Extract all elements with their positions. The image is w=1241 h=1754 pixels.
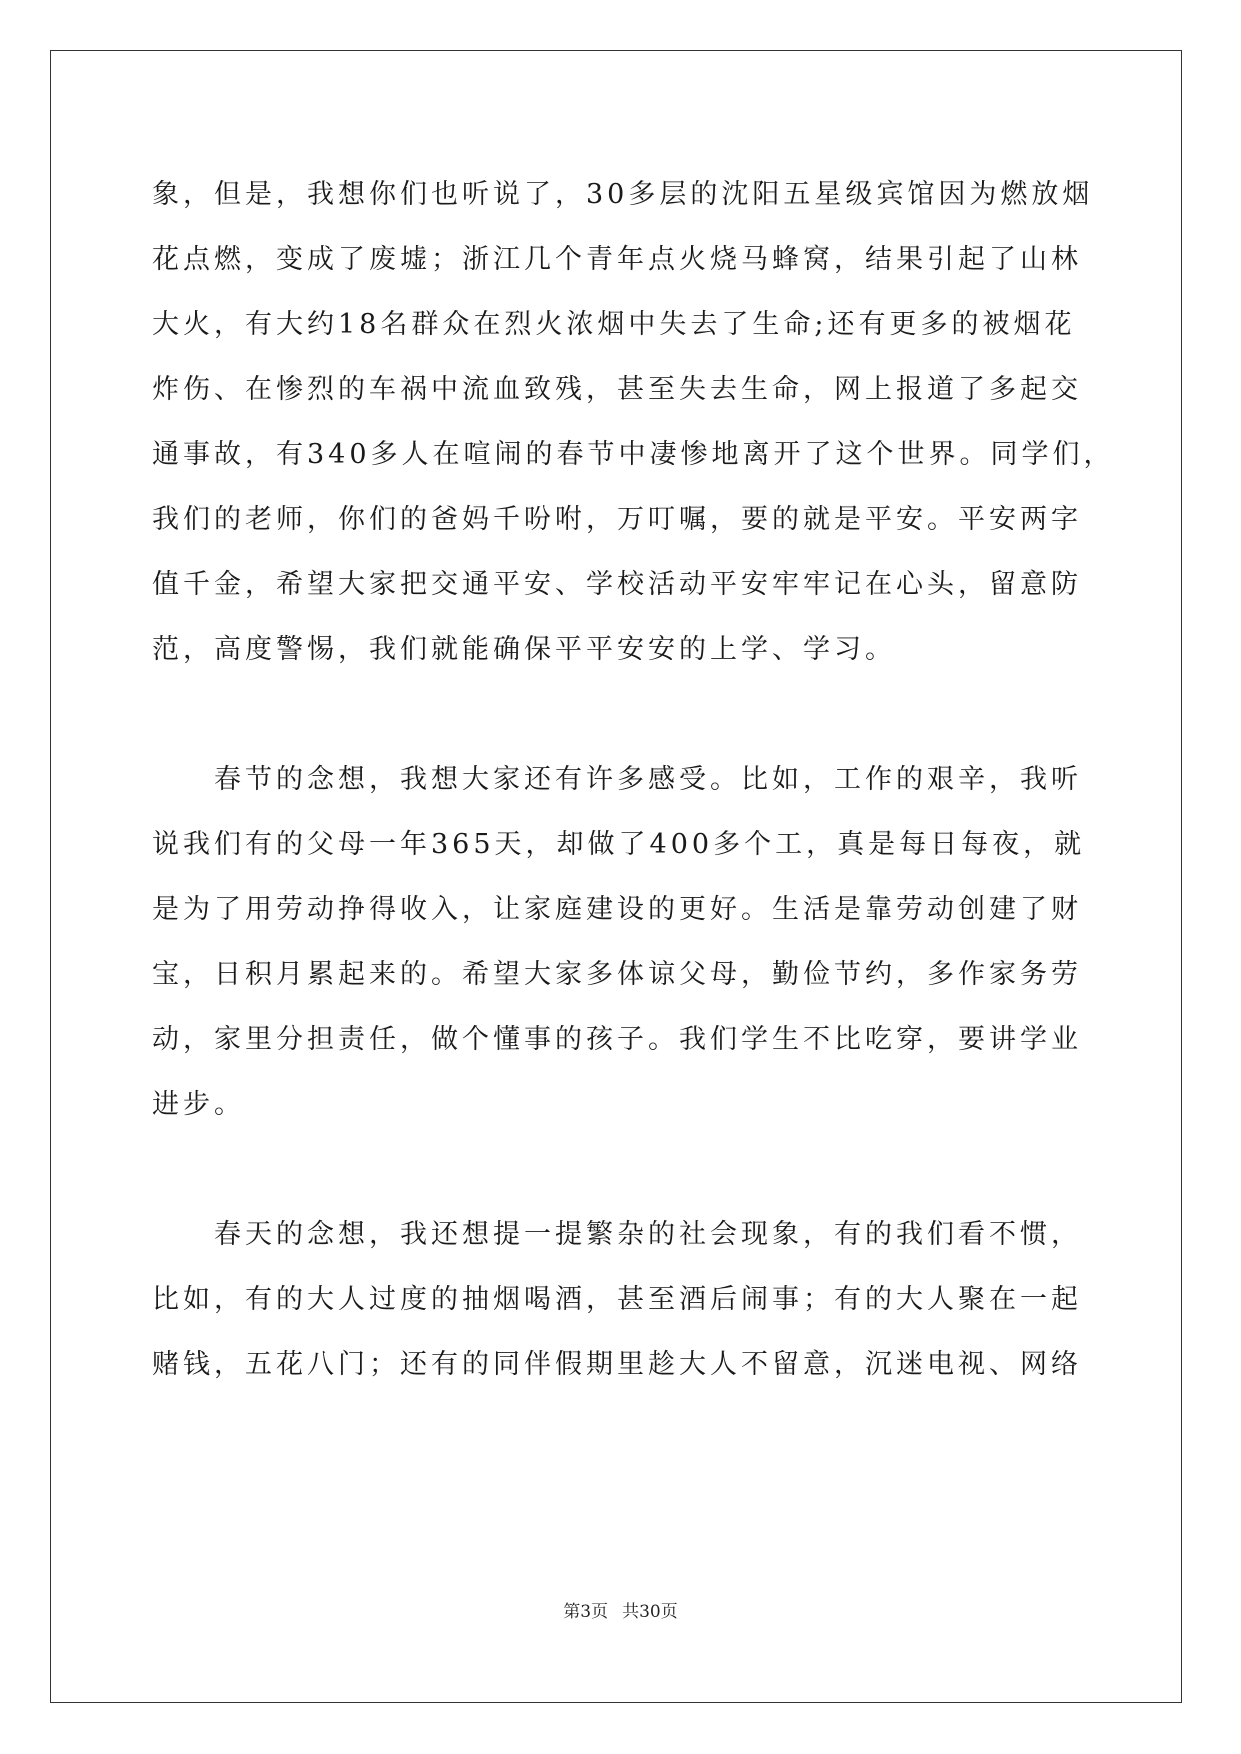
text-line: 进步。 bbox=[152, 1089, 245, 1120]
document-body bbox=[152, 162, 1115, 1397]
text-line: 值千金，希望大家把交通平安、学校活动平安牢牢记在心头，留意防 bbox=[152, 569, 1082, 600]
text-line: 炸伤、在惨烈的车祸中流血致残，甚至失去生命，网上报道了多起交 bbox=[152, 374, 1082, 405]
page-footer bbox=[0, 1597, 1241, 1622]
text-line: 春天的念想，我还想提一提繁杂的社会现象，有的我们看不惯， bbox=[214, 1219, 1082, 1250]
text-line: 赌钱，五花八门；还有的同伴假期里趁大人不留意，沉迷电视、网络 bbox=[152, 1349, 1082, 1380]
text-line: 说我们有的父母一年365天，却做了400多个工，真是每日每夜，就 bbox=[152, 829, 1086, 860]
text-line: 比如，有的大人过度的抽烟喝酒，甚至酒后闹事；有的大人聚在一起 bbox=[152, 1284, 1082, 1315]
text-line: 是为了用劳动挣得收入，让家庭建设的更好。生活是靠劳动创建了财 bbox=[152, 894, 1082, 925]
text-line: 大火，有大约18名群众在烈火浓烟中失去了生命;还有更多的被烟花 bbox=[152, 309, 1076, 340]
text-line: 宝，日积月累起来的。希望大家多体谅父母，勤俭节约，多作家务劳 bbox=[152, 959, 1082, 990]
paragraph-gap bbox=[152, 682, 1092, 747]
text-line: 范，高度警惕，我们就能确保平平安安的上学、学习。 bbox=[152, 634, 896, 665]
text-line: 花点燃，变成了废墟；浙江几个青年点火烧马蜂窝，结果引起了山林 bbox=[152, 244, 1082, 275]
page-number-total: 共30页 bbox=[622, 1602, 678, 1622]
text-line: 象，但是，我想你们也听说了，30多层的沈阳五星级宾馆因为燃放烟 bbox=[152, 179, 1094, 210]
text-line: 动，家里分担责任，做个懂事的孩子。我们学生不比吃穿，要讲学业 bbox=[152, 1024, 1082, 1055]
paragraph-gap bbox=[152, 1137, 1092, 1202]
page-number-current: 第3页 bbox=[563, 1602, 609, 1622]
text-line: 春节的念想，我想大家还有许多感受。比如，工作的艰辛，我听 bbox=[214, 764, 1082, 795]
text-line: 通事故，有340多人在喧闹的春节中凄惨地离开了这个世界。同学们， bbox=[152, 439, 1115, 470]
text-line: 我们的老师，你们的爸妈千吩咐，万叮嘱，要的就是平安。平安两字 bbox=[152, 504, 1082, 535]
